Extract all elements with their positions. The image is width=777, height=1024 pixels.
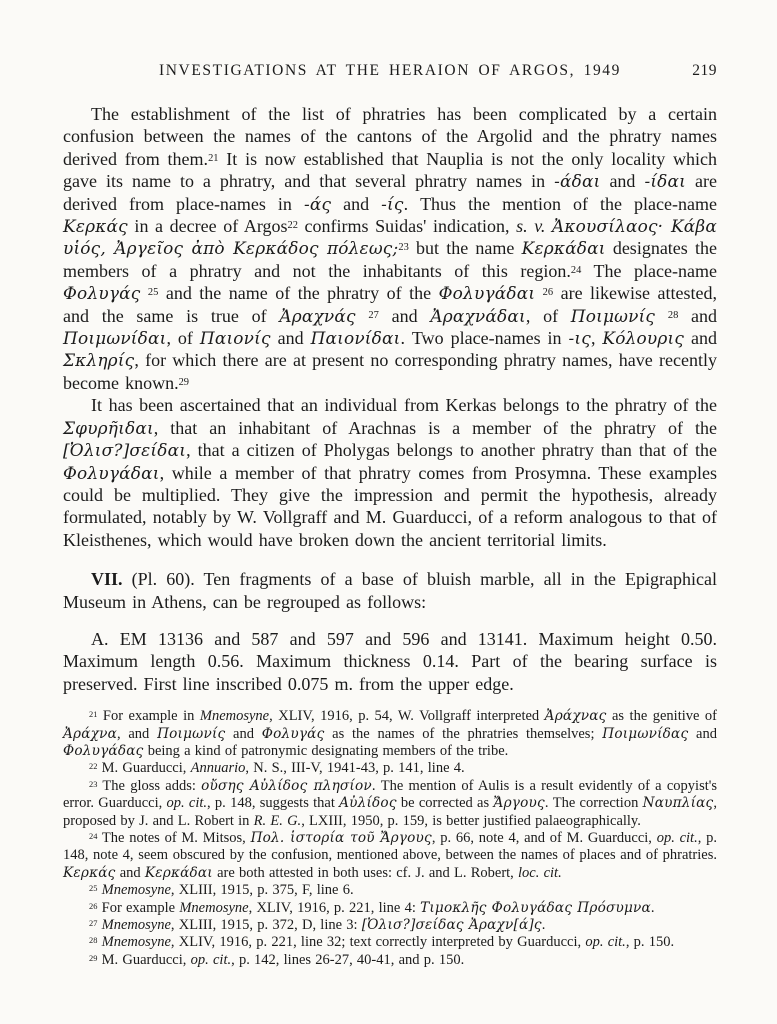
footnote-23: $^{23}$ The gloss adds: οὔσης Αὐλίδος πλησίον. The mention of Aulis is a result evidently of a copyist's error. Guarducci, op. cit., p. 148, suggests that Αὐλίδος be corrected as Ἄργους. The correction Ναυπλίας, proposed by J. and L. Robert in R. E. G., LXIII, 1950, p. 159, is better justified palaeographically. xyxy=(63,777,717,829)
paragraph-section-vii: VII. (Pl. 60). Ten fragments of a base of bluish marble, all in the Epigraphical Museum in Athens, can be regrouped as follows: xyxy=(63,569,717,612)
footnotes-block xyxy=(63,708,717,969)
footnote-22: $^{22}$ M. Guarducci, Annuario, N. S., III-V, 1941-43, p. 141, line 4. xyxy=(89,760,465,777)
footnote-21: $^{21}$ For example in Mnemosyne, XLIV, 1916, p. 54, W. Vollgraff interpreted Ἀράχνας as the genitive of Ἀράχνα, and Ποιμωνίς and Φολυγάς as the names of the phratries themselves; Ποιμωνίδας and Φολυγάδας being a kind of patronymic designating members of the tribe. xyxy=(63,708,717,759)
footnote-26: $^{26}$ For example Mnemosyne, XLIV, 1916, p. 221, line 4: Τιμοκλῆς Φολυγάδας Πρόσυμνα. xyxy=(89,899,655,916)
footnote-27: $^{27}$ Mnemosyne, XLIII, 1915, p. 372, D, line 3: [Ὀλισ?]σείδας Ἀραχν[ά]ς. xyxy=(89,917,546,934)
paragraph-fragment-a: A. EM 13136 and 587 and 597 and 596 and 13141. Maximum height 0.50. Maximum length 0.56. Maximum thickness 0.14. Part of the bearing surface is preserved. First line inscribed 0.075 m. from the upper edge. xyxy=(63,628,717,694)
running-head xyxy=(63,62,717,80)
footnote-28: $^{28}$ Mnemosyne, XLIV, 1916, p. 221, line 32; text correctly interpreted by Guarducci, op. cit., p. 150. xyxy=(89,934,675,951)
page-number: 219 xyxy=(692,62,717,79)
paragraph-kerkas-ascertained: It has been ascertained that an individual from Kerkas belongs to the phratry of the Σφυρῆιδαι, that an inhabitant of Arachnas is a member of the phratry of the [Ὀλισ?]σείδαι, that a citizen of Pholygas belongs to another phratry than that of the Φολυγάδαι, while a member of that phratry comes from Prosymna. These examples could be multiplied. They give the impression and permit the hypothesis, already formulated, notably by W. Vollgraff and M. Guarducci, of a reform analogous to that of Kleisthenes, which would have broken down the ancient territorial limits. xyxy=(63,395,717,550)
paragraph-phratries-confusion: The establishment of the list of phratries has been complicated by a certain confusion between the names of the cantons of the Argolid and the phratry names derived from them.$^{21}$ It is now established that Nauplia is not the only locality which gave its name to a phratry, and that several phratry names in -άδαι and -ίδαι are derived from place-names in -άς and -ίς. Thus the mention of the place-name Κερκάς in a decree of Argos$^{22}$ confirms Suidas' indication, s. v. Ἀκουσίλαος· Κάβα υἱός, Ἀργεῖος ἀπὸ Κερκάδος πόλεως;$^{23}$ but the name Κερκάδαι designates the members of a phratry and not the inhabitants of this region.$^{24}$ The place-name Φολυγάς $^{25}$ and the name of the phratry of the Φολυγάδαι $^{26}$ are likewise attested, and the same is true of Ἀραχνάς $^{27}$ and Ἀραχνάδαι, of Ποιμωνίς $^{28}$ and Ποιμωνίδαι, of Παιονίς and Παιονίδαι. Two place-names in -ις, Κόλουρις and Σκληρίς, for which there are at present no corresponding phratry names, have recently become known.$^{29}$ xyxy=(63,104,718,393)
footnote-24: $^{24}$ The notes of M. Mitsos, Πολ. ἱστορία τοῦ Ἄργους, p. 66, note 4, and of M. Guarducci, op. cit., p. 148, note 4, seem obscured by the confusion, mentioned above, between the names of places and of phratries. Κερκάς and Κερκάδαι are both attested in both uses: cf. J. and L. Robert, loc. cit. xyxy=(63,830,717,881)
body-text xyxy=(63,103,717,695)
footnote-29: $^{29}$ M. Guarducci, op. cit., p. 142, lines 26-27, 40-41, and p. 150. xyxy=(89,951,465,968)
footnote-25: $^{25}$ Mnemosyne, XLIII, 1915, p. 375, F, line 6. xyxy=(89,882,354,899)
page-title: INVESTIGATIONS AT THE HERAION OF ARGOS, 1949 xyxy=(159,62,621,79)
